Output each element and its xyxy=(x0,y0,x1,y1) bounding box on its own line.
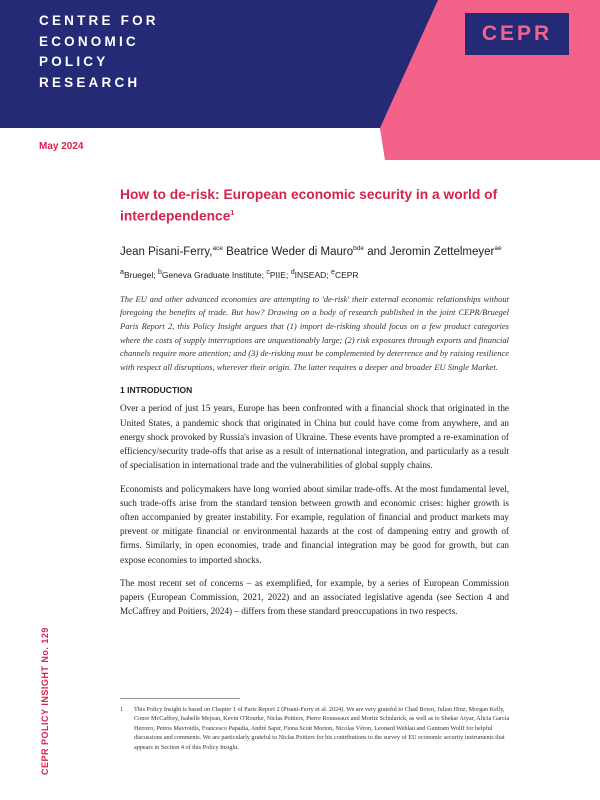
footnote-divider xyxy=(120,698,240,699)
affiliations xyxy=(120,268,509,280)
affiliation-name: Geneva Graduate Institute; xyxy=(161,269,267,280)
author-affiliation-marker: ae xyxy=(494,244,502,252)
org-name-line: RESEARCH xyxy=(39,74,141,90)
body-paragraph: Economists and policymakers have long worried about similar trade-offs. At the most fundamental level, such trade-offs arise from the standard tension between growth and economic crises: higher growth is often accompanied by greater instability. For example, regulation of financial and product markets may prevent or mitigate financial or environmental hazards at the cost of dampening entry and growth of firms. Similarly, in open economies, trade and financial integration may be good for growth, but can expose economies to imported shocks. xyxy=(120,483,509,565)
org-name-line: ECONOMIC xyxy=(39,33,139,49)
affiliation-marker: a xyxy=(120,267,124,276)
header-banner xyxy=(0,0,600,160)
body-paragraph: The most recent set of concerns – as exemplified, for example, by a series of European Commission papers (European Commission, 2021, 2022) and an associated legislative agenda (see Section 4 and McCaffrey and Poitiers, 2024) – differs from these standard preoccupations in two respects. xyxy=(120,577,509,617)
title-text: How to de-risk: European economic security in a world of interdependence xyxy=(120,187,498,224)
footnote-text: This Policy Insight is based on Chapter 1 of Paris Report 2 (Pisani-Ferry et al. 2024). We are very grateful to Chad Bown, Julian Hinz, Morgan Kelly, Conor McCaffrey, Isabelle Mejean, Kevin O'Rourke, Niclas Poitiers, Pierre Rousseaux and Moritz Schularick, as well as to Shekar Aiyar, Alicia García Herrero, Petros Mavroidis, Francesco Papadia, André Sapir, Fiona Scott Morton, Nicolas Véron, Leonard Wehlau and Guntram Wolff for helpful discussions and comments. We are particularly grateful to Niclas Poitiers for his contributions to the survey of EU economic security instruments that appears in Section 4 of this Policy Insight. xyxy=(134,706,510,751)
org-name-line: CENTRE FOR xyxy=(39,13,159,28)
author-list xyxy=(120,241,509,260)
author-affiliation-marker: ace xyxy=(212,244,223,252)
publication-date: May 2024 xyxy=(39,141,84,152)
footnote-number: 1 xyxy=(120,706,124,713)
page-title xyxy=(120,185,509,226)
affiliation-name: INSEAD; xyxy=(294,269,331,280)
affiliation-marker: e xyxy=(331,267,335,276)
affiliation-marker: c xyxy=(266,267,270,276)
cepr-logo[interactable]: CEPR xyxy=(465,13,569,55)
org-name-line: POLICY xyxy=(39,54,109,69)
affiliation-name: CEPR xyxy=(334,269,359,280)
body-paragraph: Over a period of just 15 years, Europe has been confronted with a financial shock that originated in the United States, a pandemic shock that originated in China but could have come from anywhere, and an energy shock provoked by Russia's invasion of Ukraine. These events have prompted a re-examination of efficiency/security trade-offs that arise as a result of international integration, and particularly as a result of specialisation in international trade and the vulnerabilities of global supply chains. xyxy=(120,403,509,471)
affiliation-marker: d xyxy=(290,267,295,276)
author-affiliation-marker: bde xyxy=(353,244,364,252)
series-label: CEPR POLICY INSIGHT No. 129 xyxy=(40,627,50,775)
abstract: The EU and other advanced economies are attempting to 'de-risk' their external economic relationships without foregoing the benefits of trade. But how? Drawing on a body of research published in the joint CEPR/Bruegel Paris Report 2, this Policy Insight argues that (1) import de-risking should focus on a few product categories where the costs of supply interruptions are unquestionably large; (2) risk exposures through exports and financial channels require more attention; and (3) de-risking must be complemented by deterrence and by raising resilience with respect all disruptions, wherever their origin. The latter requires a deeper and broader EU Single Market. xyxy=(120,293,509,372)
author-name: Jean Pisani-Ferry, xyxy=(120,245,213,258)
affiliation-name: PIIE; xyxy=(269,269,291,280)
author-name: Beatrice Weder di Mauro xyxy=(222,245,354,258)
affiliation-name: Bruegel; xyxy=(123,269,158,280)
footnote xyxy=(120,705,510,752)
affiliation-marker: b xyxy=(157,267,162,276)
main-content xyxy=(120,185,509,628)
organisation-name xyxy=(39,11,239,93)
author-name: and Jeromin Zettelmeyer xyxy=(364,245,495,258)
title-footnote-marker[interactable]: 1 xyxy=(230,210,235,217)
section-heading: 1 INTRODUCTION xyxy=(120,385,193,396)
